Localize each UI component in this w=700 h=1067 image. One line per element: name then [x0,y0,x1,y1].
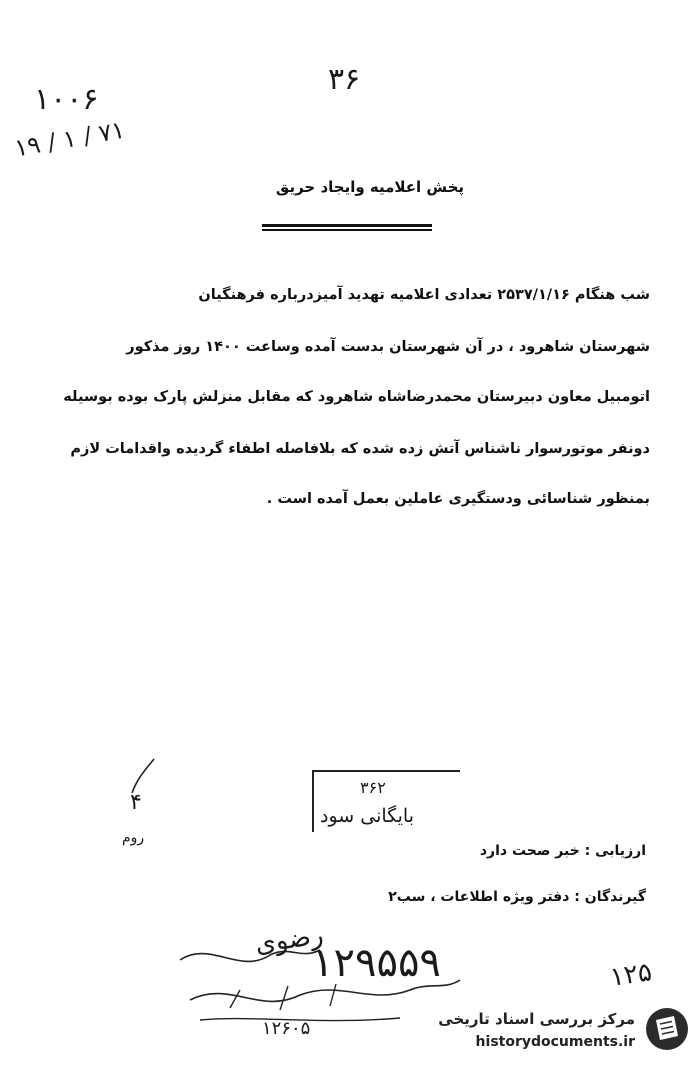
handwritten-number: ۱۲۹۵۵۹ [312,940,441,986]
paragraph-line: بمنظور شناسائی ودستگیری عاملین بعمل آمده است . [266,491,650,507]
corner-handwritten-mark: ۱۲۵ [608,957,654,993]
reference-date-note: ۱۹ / ۱ / ۷۱ [12,115,127,163]
reference-number: ۱۰۰۶ [34,82,99,117]
paragraph-line: شهرستان شاهرود ، در آن شهرستان بدست آمده وساعت ۱۴۰۰ روز مذکور [126,339,650,355]
stamp-number: ۳۶۲ [360,778,386,797]
recipients-line: گیرندگان : دفتر ویژه اطلاعات ، سب۲ [388,889,646,905]
document-title: پخش اعلامیه وایجاد حریق [275,178,465,196]
page-number: ۳۶ [328,62,361,97]
archive-logo-icon [644,1006,690,1052]
assessment-line: ارزیابی : خبر صحت دارد [479,843,646,859]
title-underline [262,224,432,227]
paragraph-line: شب هنگام ۲۵۳۷/۱/۱۶ تعدادی اعلامیه تهدید آمیزدرباره فرهنگیان [198,287,650,303]
paragraph-line: دونفر موتورسوار ناشناس آتش زده شده که بلافاصله اطفاء گردیده واقدامات لازم [70,441,650,457]
paragraph-line: اتومبیل معاون دبیرستان محمدرضاشاه شاهرود که مقابل منزلش پارک بوده بوسیله [63,389,650,405]
title-underline-secondary [262,229,432,231]
stamp-text: بایگانی سود [320,805,415,827]
watermark-name: مرکز بررسی اسناد تاریخی [438,1010,635,1028]
margin-word: روم [122,830,145,846]
margin-number: ۴ [130,790,142,815]
watermark-url: historydocuments.ir [475,1034,635,1050]
handwritten-code: ۱۲۶۰۵ [262,1018,311,1039]
watermark [408,1000,693,1062]
signature-word: رضوی [253,920,326,960]
